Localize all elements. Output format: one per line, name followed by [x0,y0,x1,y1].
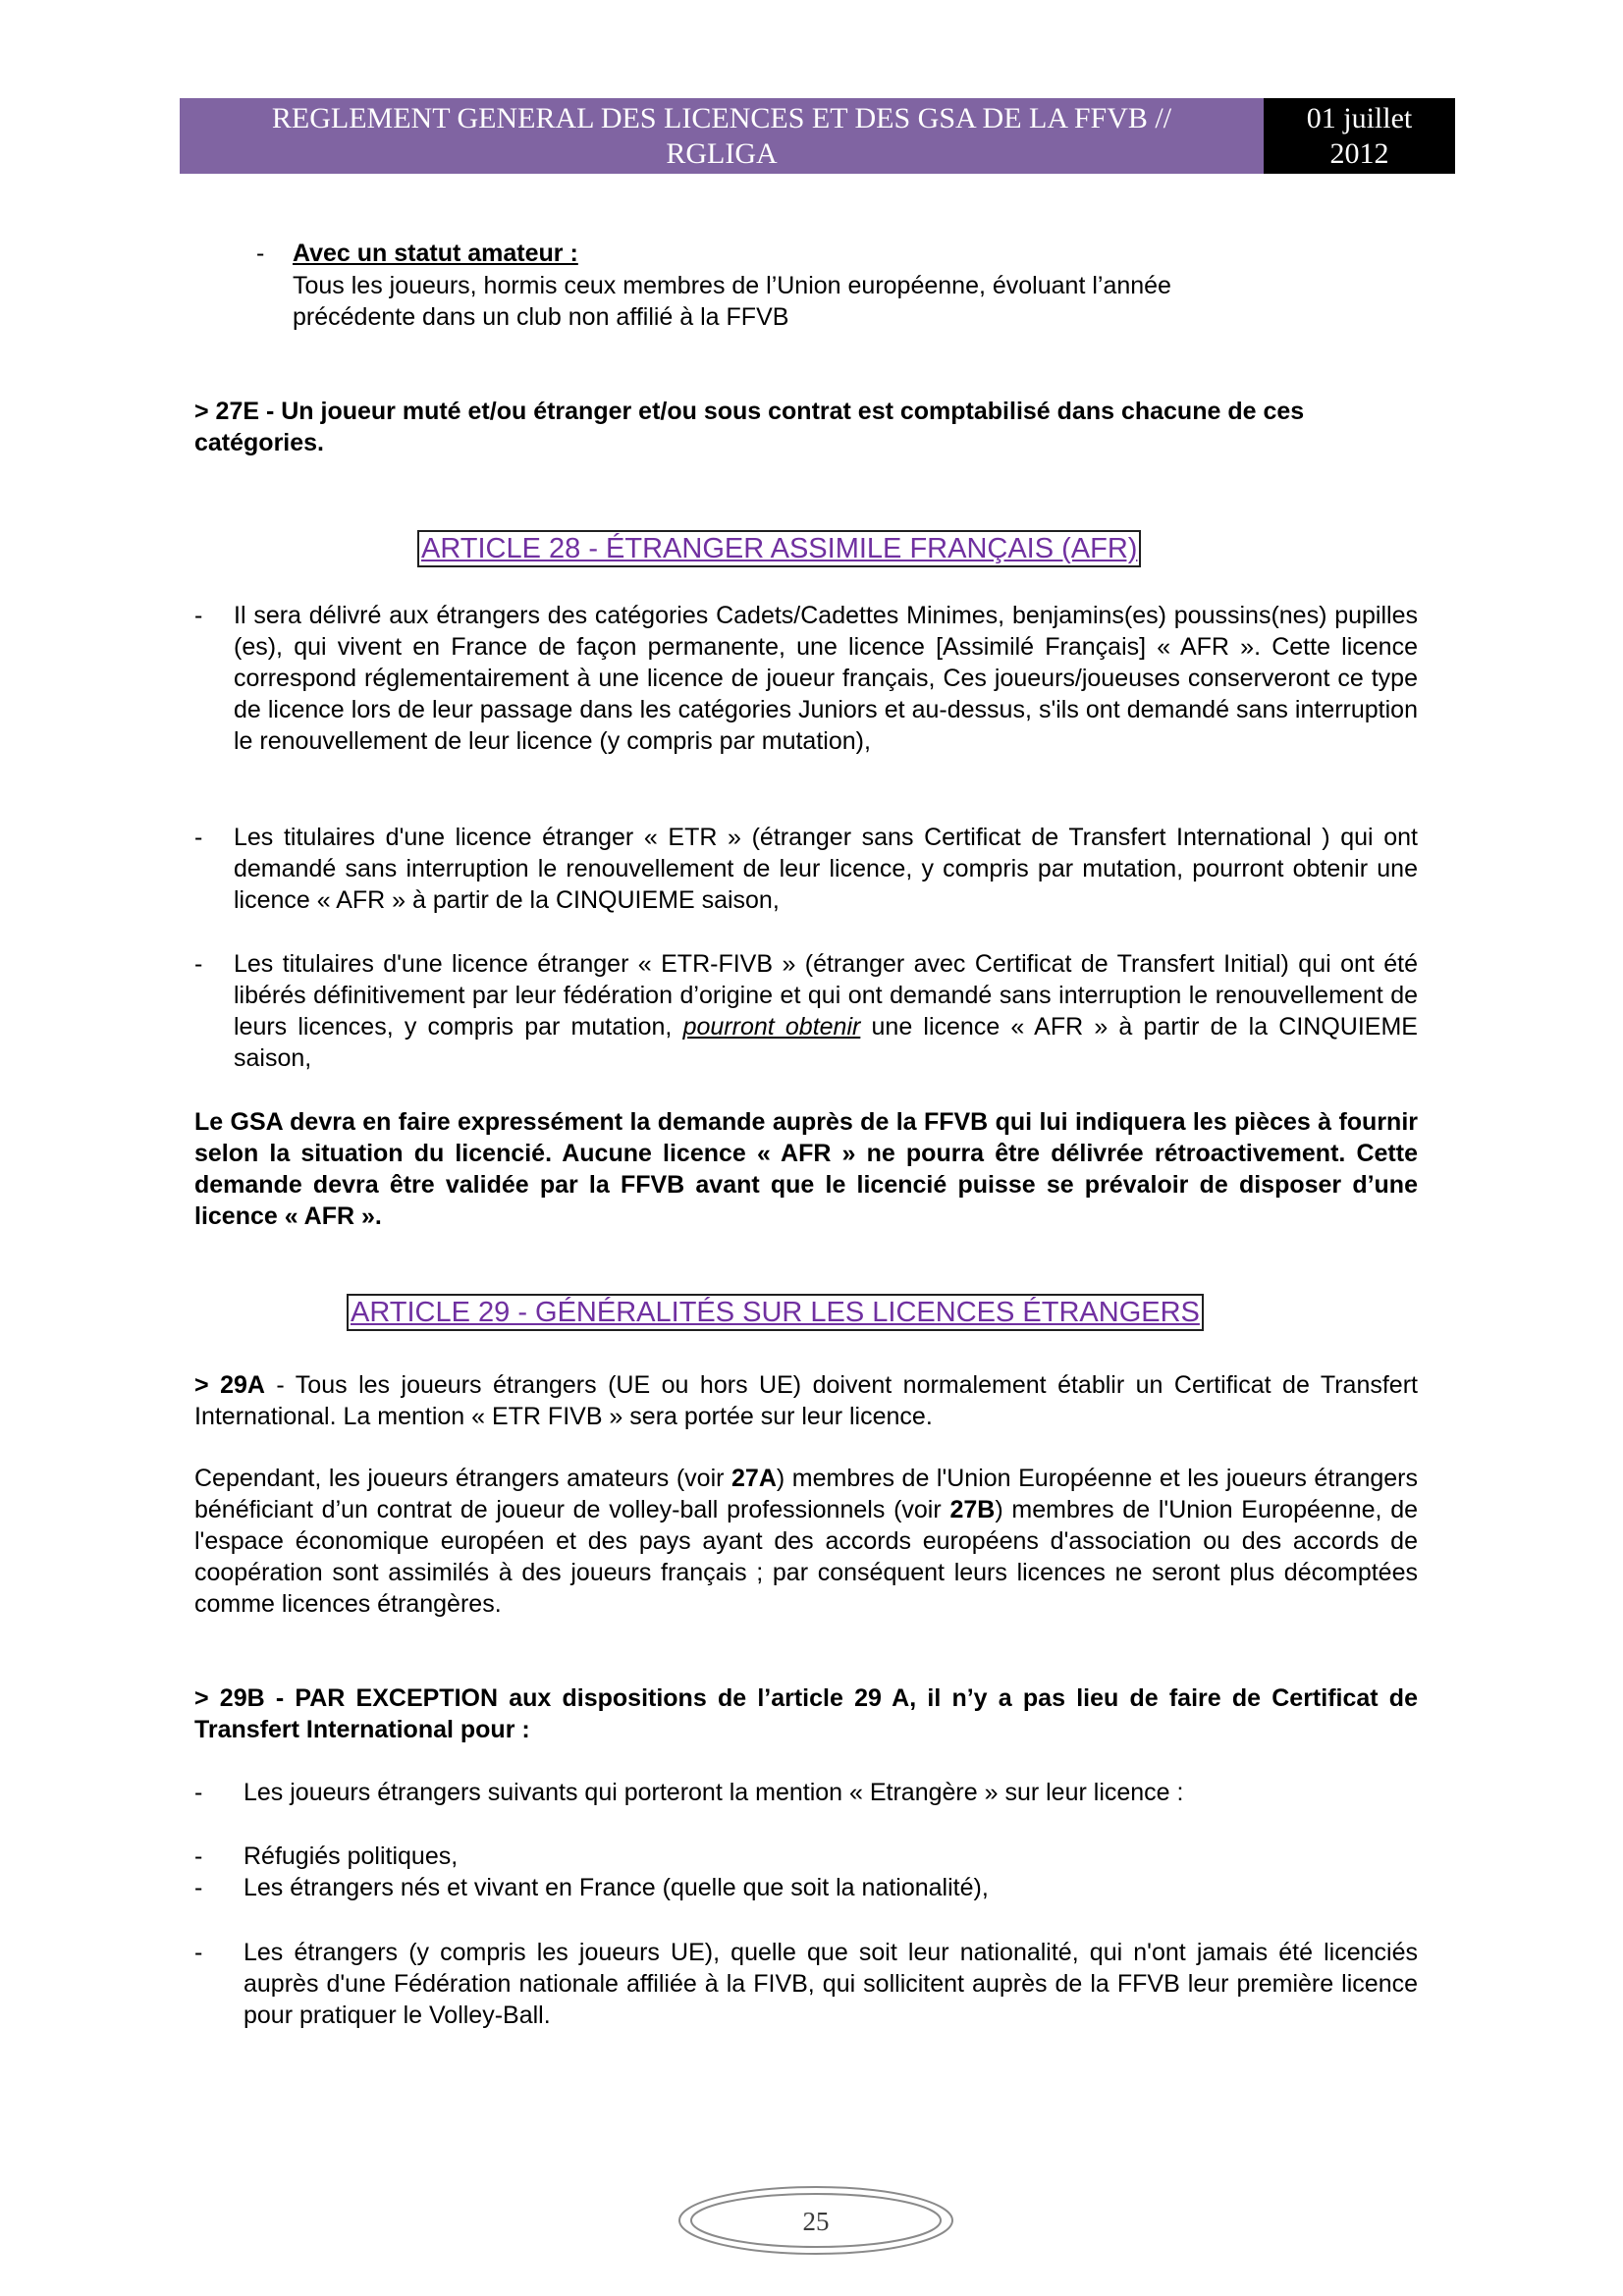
bullet-dash: - [256,240,265,267]
article-28-title: ARTICLE 28 - ÉTRANGER ASSIMILE FRANÇAIS (AFR) [417,530,1141,567]
cependant-text-3: ) membres de l'Union Européenne, de l'espace économique européen et des pays ayant des accords européens d'association ou des accords de coopération sont assimilés à des joueurs français ; par conséquent leurs licences ne seront plus décomptées comme licences étrangères. [194,1496,1418,1618]
ref-27a: 27A [731,1465,777,1492]
paragraph-29a-text: - Tous les joueurs étrangers (UE ou hors UE) doivent normalement établir un Certificat de Transfert International. La mention « ETR FIVB » sera portée sur leur licence. [194,1371,1418,1430]
page-header [180,98,1455,174]
document-title-line2: RGLIGA [666,136,778,170]
article-28-item-1: Il sera délivré aux étrangers des catégories Cadets/Cadettes Minimes, benjamins(es) poussins(nes) pupilles (es), qui vivent en France de façon permanente, une licence [Assimilé Français] « AFR ». Cette licence correspond réglementairement à une licence de joueur français, Ces joueurs/joueuses conserveront ce type de licence lors de leur passage dans les catégories Juniors et au-dessus, s'ils ont demandé sans interruption le renouvellement de leur licence (y compris par mutation), [234,602,1418,755]
bullet-dash: - [194,1874,203,1901]
document-title [180,98,1264,174]
amateur-heading: Avec un statut amateur : [293,240,578,267]
article-28-item-3-text-a: Les titulaires d'une licence étranger « ETR-FIVB » (étranger avec Certificat de Transfert Initial) qui ont été libérés définitivement par leur fédération d’origine et qui ont demandé sans interruption le renouvellement de leurs licences, y compris par mutation, [234,950,1418,1041]
bullet-dash: - [194,602,203,629]
article-29-title: ARTICLE 29 - GÉNÉRALITÉS SUR LES LICENCES ÉTRANGERS [347,1294,1204,1331]
paragraph-29a-label: > 29A [194,1371,265,1399]
bullet-dash: - [194,1939,203,1966]
article-29-item-4: Les étrangers (y compris les joueurs UE), quelle que soit leur nationalité, qui n'ont jamais été licenciés auprès d'une Fédération nationale affiliée à la FIVB, qui sollicitent auprès de la FFVB leur première licence pour pratiquer le Volley-Ball. [243,1939,1418,2029]
article-29-item-2: Réfugiés politiques, [243,1842,459,1870]
document-title-line1: REGLEMENT GENERAL DES LICENCES ET DES GSA DE LA FFVB // [271,101,1172,134]
article-29-item-1: Les joueurs étrangers suivants qui porteront la mention « Etrangère » sur leur licence : [243,1779,1184,1806]
bullet-dash: - [194,824,203,851]
ref-27b: 27B [949,1496,996,1523]
bullet-dash: - [194,1779,203,1806]
article-29-item-3: Les étrangers nés et vivant en France (quelle que soit la nationalité), [243,1874,989,1901]
article-28-item-2: Les titulaires d'une licence étranger « ETR » (étranger sans Certificat de Transfert International ) qui ont demandé sans interruption le renouvellement de leur licence, y compris par mutation, pourront obtenir une licence « AFR » à partir de la CINQUIEME saison, [234,824,1418,914]
page-number: 25 [802,2207,830,2236]
amateur-text: Tous les joueurs, hormis ceux membres de l’Union européenne, évoluant l’année précédente dans un club non affilié à la FFVB [293,272,1171,331]
paragraph-cependant [194,1463,1418,1620]
paragraph-27e: > 27E - Un joueur muté et/ou étranger et/ou sous contrat est comptabilisé dans chacune de ces catégories. [194,398,1305,456]
bullet-dash: - [194,1842,203,1870]
cependant-text-1: Cependant, les joueurs étrangers amateurs (voir [194,1465,732,1492]
article-28-item-3 [234,948,1418,1074]
document-date-line2: 2012 [1329,136,1389,170]
document-date [1264,98,1455,174]
bullet-dash: - [194,950,203,978]
article-28-closing: Le GSA devra en faire expressément la demande auprès de la FFVB qui lui indiquera les pièces à fournir selon la situation du licencié. Aucune licence « AFR » ne pourra être délivrée rétroactivement. Cette demande devra être validée par la FFVB avant que le licencié puisse se prévaloir de disposer d’une licence « AFR ». [194,1108,1418,1230]
article-28-item-3-text-b: une licence « AFR » à partir de la CINQUIEME saison, [234,1013,1418,1072]
article-28-item-3-emphasis: pourront obtenir [682,1013,861,1041]
paragraph-29a [194,1369,1418,1432]
document-date-line1: 01 juillet [1306,101,1413,134]
cependant-text-2: ) membres de l'Union Européenne et les joueurs étrangers bénéficiant d’un contrat de joueur de volley-ball professionnels (voir [194,1465,1418,1523]
paragraph-29b: > 29B - PAR EXCEPTION aux dispositions de l’article 29 A, il n’y a pas lieu de faire de Certificat de Transfert International pour : [194,1684,1418,1743]
